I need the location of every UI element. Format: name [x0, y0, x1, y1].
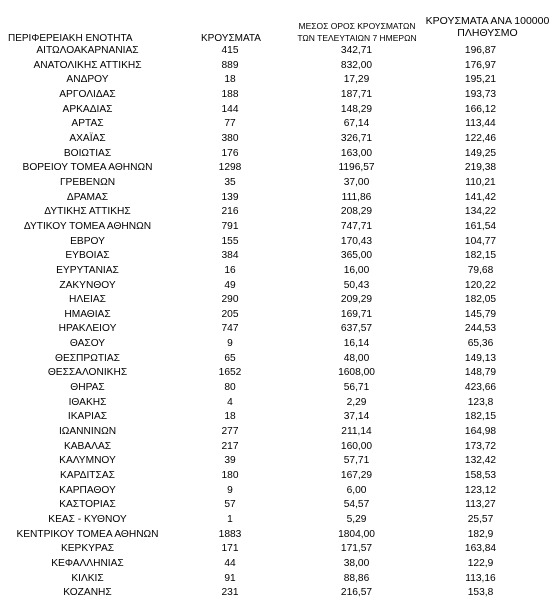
- cases-per-100k-cell: 123,12: [464, 484, 497, 496]
- region-cell: ΙΘΑΚΗΣ: [68, 396, 107, 408]
- cases-per-100k-cell: 120,22: [464, 279, 497, 291]
- region-cell: ΚΕΑΣ - ΚΥΘΝΟΥ: [48, 514, 127, 525]
- cases-cell: 1: [227, 514, 233, 525]
- region-cell: ΒΟΡΕΙΟΥ ΤΟΜΕΑ ΑΘΗΝΩΝ: [22, 162, 153, 174]
- cases-per-100k-cell: 25,57: [467, 514, 494, 525]
- header-cases: ΚΡΟΥΣΜΑΤΑ: [201, 33, 261, 44]
- table-body: [0, 44, 557, 601]
- region-cell: ΓΡΕΒΕΝΩΝ: [59, 176, 116, 188]
- table-row: [0, 498, 557, 513]
- region-cell: ΚΕΦΑΛΛΗΝΙΑΣ: [51, 557, 124, 569]
- cases-cell: 9: [227, 484, 233, 496]
- seven-day-average-cell: 365,00: [340, 250, 373, 262]
- cases-cell: 4: [227, 396, 233, 408]
- header-cases-per-100k: [420, 15, 555, 39]
- region-cell: ΙΚΑΡΙΑΣ: [67, 411, 108, 423]
- region-cell: ΔΥΤΙΚΟΥ ΤΟΜΕΑ ΑΘΗΝΩΝ: [23, 220, 152, 232]
- cases-cell: 205: [221, 308, 239, 320]
- seven-day-average-cell: 67,14: [343, 118, 370, 130]
- cases-cell: 77: [224, 118, 236, 130]
- cases-per-100k-cell: 196,87: [464, 45, 497, 56]
- cases-cell: 380: [221, 132, 239, 144]
- cases-cell: 91: [224, 572, 236, 584]
- cases-cell: 16: [224, 264, 236, 276]
- seven-day-average-cell: 17,29: [343, 74, 370, 86]
- table-row: [0, 557, 557, 572]
- seven-day-average-cell: 54,57: [343, 499, 370, 511]
- region-cell: ΚΕΝΤΡΙΚΟΥ ΤΟΜΕΑ ΑΘΗΝΩΝ: [16, 528, 159, 540]
- table-row: [0, 73, 557, 88]
- seven-day-average-cell: 56,71: [343, 382, 370, 394]
- seven-day-average-cell: 216,57: [340, 587, 373, 599]
- cases-cell: 791: [221, 220, 239, 232]
- seven-day-average-cell: 2,29: [346, 396, 367, 408]
- region-cell: ΖΑΚΥΝΘΟΥ: [59, 279, 116, 291]
- cases-cell: 155: [221, 235, 239, 247]
- cases-per-100k-cell: 182,9: [467, 528, 494, 540]
- cases-per-100k-cell: 149,13: [464, 352, 497, 364]
- cases-cell: 171: [221, 543, 239, 555]
- region-cell: ΕΒΡΟΥ: [70, 235, 105, 247]
- seven-day-average-cell: 209,29: [340, 294, 373, 306]
- table-row: [0, 308, 557, 323]
- seven-day-average-cell: 1804,00: [338, 528, 375, 540]
- cases-per-100k-cell: 158,53: [464, 470, 497, 482]
- cases-per-100k-cell: 123,8: [467, 396, 494, 408]
- region-cell: ΗΜΑΘΙΑΣ: [64, 308, 111, 320]
- region-cell: ΚΑΒΑΛΑΣ: [63, 440, 112, 452]
- table-row: [0, 103, 557, 118]
- seven-day-average-cell: 16,14: [343, 338, 370, 350]
- seven-day-average-cell: 171,57: [340, 543, 373, 555]
- region-cell: ΚΑΛΥΜΝΟΥ: [59, 455, 116, 467]
- seven-day-average-cell: 50,43: [343, 279, 370, 291]
- seven-day-average-cell: 169,71: [340, 308, 373, 320]
- cases-per-100k-cell: 149,25: [464, 147, 497, 159]
- region-cell: ΕΥΒΟΙΑΣ: [65, 250, 110, 262]
- region-cell: ΚΙΛΚΙΣ: [71, 572, 104, 584]
- table-row: [0, 366, 557, 381]
- cases-cell: 180: [221, 470, 239, 482]
- seven-day-average-cell: 326,71: [340, 132, 373, 144]
- seven-day-average-cell: 57,71: [343, 455, 370, 467]
- seven-day-average-cell: 6,00: [346, 484, 367, 496]
- cases-per-100k-cell: 113,16: [465, 572, 496, 584]
- table-row: [0, 425, 557, 440]
- cases-per-100k-cell: 163,84: [464, 543, 497, 555]
- table-row: [0, 352, 557, 367]
- region-cell: ΘΕΣΠΡΩΤΙΑΣ: [55, 352, 120, 364]
- table-header: [0, 0, 557, 46]
- cases-cell: 889: [221, 59, 239, 71]
- table-row: [0, 264, 557, 279]
- cases-per-100k-cell: 113,27: [465, 499, 496, 511]
- region-cell: ΑΡΚΑΔΙΑΣ: [62, 103, 113, 115]
- region-cell: ΚΟΖΑΝΗΣ: [63, 587, 112, 599]
- cases-cell: 277: [221, 426, 239, 438]
- region-cell: ΚΑΡΔΙΤΣΑΣ: [60, 470, 115, 482]
- cases-per-100k-cell: 193,73: [464, 88, 497, 100]
- cases-per-100k-cell: 182,15: [464, 250, 497, 262]
- cases-cell: 231: [221, 587, 239, 599]
- region-cell: ΚΑΡΠΑΘΟΥ: [59, 484, 116, 496]
- cases-cell: 65: [224, 352, 236, 364]
- cases-per-100k-cell: 423,66: [464, 382, 497, 394]
- cases-cell: 39: [224, 455, 236, 467]
- cases-per-100k-cell: 104,77: [464, 235, 497, 247]
- cases-per-100k-cell: 166,12: [464, 103, 497, 115]
- cases-cell: 18: [224, 74, 236, 86]
- cases-per-100k-cell: 110,21: [465, 176, 496, 188]
- table-row: [0, 147, 557, 162]
- table-row: [0, 235, 557, 250]
- cases-per-100k-cell: 141,42: [464, 191, 497, 203]
- region-cell: ΑΝΑΤΟΛΙΚΗΣ ΑΤΤΙΚΗΣ: [33, 59, 142, 71]
- table-row: [0, 44, 557, 59]
- table-row: [0, 293, 557, 308]
- cases-per-100k-cell: 173,72: [464, 440, 497, 452]
- seven-day-average-cell: 16,00: [343, 264, 370, 276]
- table-row: [0, 161, 557, 176]
- table-row: [0, 279, 557, 294]
- cases-per-100k-cell: 219,38: [464, 162, 497, 174]
- seven-day-average-cell: 5,29: [346, 514, 367, 525]
- cases-cell: 9: [227, 338, 233, 350]
- seven-day-average-cell: 88,86: [343, 572, 370, 584]
- cases-cell: 139: [221, 191, 239, 203]
- cases-per-100k-cell: 65,36: [467, 338, 494, 350]
- seven-day-average-cell: 38,00: [343, 557, 370, 569]
- cases-per-100k-cell: 79,68: [467, 264, 494, 276]
- seven-day-average-cell: 170,43: [340, 235, 373, 247]
- table-row: [0, 586, 557, 601]
- region-cell: ΔΥΤΙΚΗΣ ΑΤΤΙΚΗΣ: [44, 206, 131, 218]
- region-cell: ΔΡΑΜΑΣ: [66, 191, 109, 203]
- table-row: [0, 513, 557, 528]
- table-row: [0, 117, 557, 132]
- region-cell: ΘΗΡΑΣ: [70, 382, 105, 394]
- seven-day-average-cell: 167,29: [340, 470, 373, 482]
- region-cell: ΗΛΕΙΑΣ: [69, 294, 106, 306]
- seven-day-average-cell: 1608,00: [338, 367, 375, 379]
- region-cell: ΑΡΓΟΛΙΔΑΣ: [59, 88, 116, 100]
- cases-per-100k-cell: 176,97: [464, 59, 497, 71]
- cases-cell: 384: [221, 250, 239, 262]
- seven-day-average-cell: 160,00: [340, 440, 373, 452]
- table-row: [0, 440, 557, 455]
- cases-per-100k-cell: 161,54: [464, 220, 497, 232]
- cases-cell: 176: [221, 147, 239, 159]
- region-cell: ΒΟΙΩΤΙΑΣ: [63, 147, 112, 159]
- table-row: [0, 176, 557, 191]
- region-cell: ΘΑΣΟΥ: [69, 338, 106, 350]
- cases-cell: 1298: [218, 162, 242, 174]
- table-row: [0, 59, 557, 74]
- cases-per-100k-cell: 122,9: [467, 557, 494, 569]
- region-cell: ΗΡΑΚΛΕΙΟΥ: [58, 323, 117, 335]
- cases-per-100k-cell: 182,05: [464, 294, 497, 306]
- cases-cell: 290: [221, 294, 239, 306]
- cases-cell: 44: [224, 557, 236, 569]
- cases-cell: 18: [224, 411, 236, 423]
- cases-per-100k-cell: 148,79: [464, 367, 497, 379]
- seven-day-average-cell: 211,14: [341, 426, 372, 438]
- table-row: [0, 396, 557, 411]
- cases-cell: 80: [224, 382, 236, 394]
- cases-per-100k-cell: 113,44: [465, 118, 496, 130]
- table-row: [0, 410, 557, 425]
- seven-day-average-cell: 148,29: [340, 103, 373, 115]
- table-row: [0, 484, 557, 499]
- seven-day-average-cell: 1196,57: [338, 162, 375, 174]
- seven-day-average-cell: 163,00: [340, 147, 373, 159]
- cases-cell: 1652: [218, 367, 242, 379]
- region-cell: ΑΧΑΪΑΣ: [69, 132, 106, 144]
- table-row: [0, 454, 557, 469]
- header-region: ΠΕΡΙΦΕΡΕΙΑΚΗ ΕΝΟΤΗΤΑ: [8, 33, 133, 44]
- table-row: [0, 220, 557, 235]
- cases-cell: 415: [221, 45, 239, 56]
- cases-cell: 49: [224, 279, 236, 291]
- cases-per-100k-cell: 122,46: [464, 132, 497, 144]
- cases-per-100k-cell: 182,15: [464, 411, 497, 423]
- table-row: [0, 381, 557, 396]
- header-average-line-1: ΜΕΣΟΣ ΟΡΟΣ ΚΡΟΥΣΜΑΤΩΝ: [298, 21, 416, 31]
- cases-per-100k-cell: 145,79: [464, 308, 497, 320]
- cases-per-100k-cell: 153,8: [467, 587, 494, 599]
- cases-cell: 144: [221, 103, 239, 115]
- region-cell: ΚΑΣΤΟΡΙΑΣ: [59, 499, 116, 511]
- cases-per-100k-cell: 195,21: [464, 74, 497, 86]
- seven-day-average-cell: 37,14: [343, 411, 370, 423]
- seven-day-average-cell: 37,00: [343, 176, 370, 188]
- header-per-line-1: ΚΡΟΥΣΜΑΤΑ ΑΝΑ 100000: [425, 15, 550, 27]
- seven-day-average-cell: 187,71: [340, 88, 373, 100]
- cases-per-100k-cell: 132,42: [464, 455, 497, 467]
- seven-day-average-cell: 208,29: [340, 206, 373, 218]
- region-cell: ΙΩΑΝΝΙΝΩΝ: [58, 426, 117, 438]
- region-cell: ΚΕΡΚΥΡΑΣ: [60, 543, 115, 555]
- cases-cell: 35: [224, 176, 236, 188]
- cases-cell: 747: [221, 323, 239, 335]
- table-row: [0, 191, 557, 206]
- table-row: [0, 322, 557, 337]
- cases-cell: 57: [224, 499, 236, 511]
- cases-cell: 217: [221, 440, 239, 452]
- region-cell: ΕΥΡΥΤΑΝΙΑΣ: [56, 264, 119, 276]
- seven-day-average-cell: 48,00: [343, 352, 370, 364]
- region-cell: ΑΝΔΡΟΥ: [66, 74, 109, 86]
- cases-per-100k-cell: 134,22: [464, 206, 497, 218]
- region-cell: ΑΡΤΑΣ: [71, 118, 104, 130]
- region-cell: ΑΙΤΩΛΟΑΚΑΡΝΑΝΙΑΣ: [36, 45, 139, 56]
- seven-day-average-cell: 832,00: [340, 59, 373, 71]
- region-cell: ΘΕΣΣΑΛΟΝΙΚΗΣ: [47, 367, 128, 379]
- seven-day-average-cell: 342,71: [340, 45, 373, 56]
- header-average-line-2: ΤΩΝ ΤΕΛΕΥΤΑΙΩΝ 7 ΗΜΕΡΩΝ: [297, 33, 417, 43]
- cases-cell: 188: [221, 88, 239, 100]
- seven-day-average-cell: 747,71: [340, 220, 373, 232]
- cases-cell: 216: [221, 206, 239, 218]
- table-row: [0, 542, 557, 557]
- table-row: [0, 88, 557, 103]
- header-seven-day-average: [282, 20, 432, 44]
- seven-day-average-cell: 111,86: [341, 191, 372, 203]
- cases-per-100k-cell: 244,53: [464, 323, 497, 335]
- header-per-line-2: ΠΛΗΘΥΣΜΟ: [457, 27, 518, 39]
- table-row: [0, 337, 557, 352]
- table-row: [0, 205, 557, 220]
- table-row: [0, 249, 557, 264]
- cases-per-100k-cell: 164,98: [464, 426, 497, 438]
- seven-day-average-cell: 637,57: [340, 323, 373, 335]
- table-row: [0, 469, 557, 484]
- table-row: [0, 528, 557, 543]
- table-row: [0, 132, 557, 147]
- table-row: [0, 572, 557, 587]
- cases-cell: 1883: [218, 528, 242, 540]
